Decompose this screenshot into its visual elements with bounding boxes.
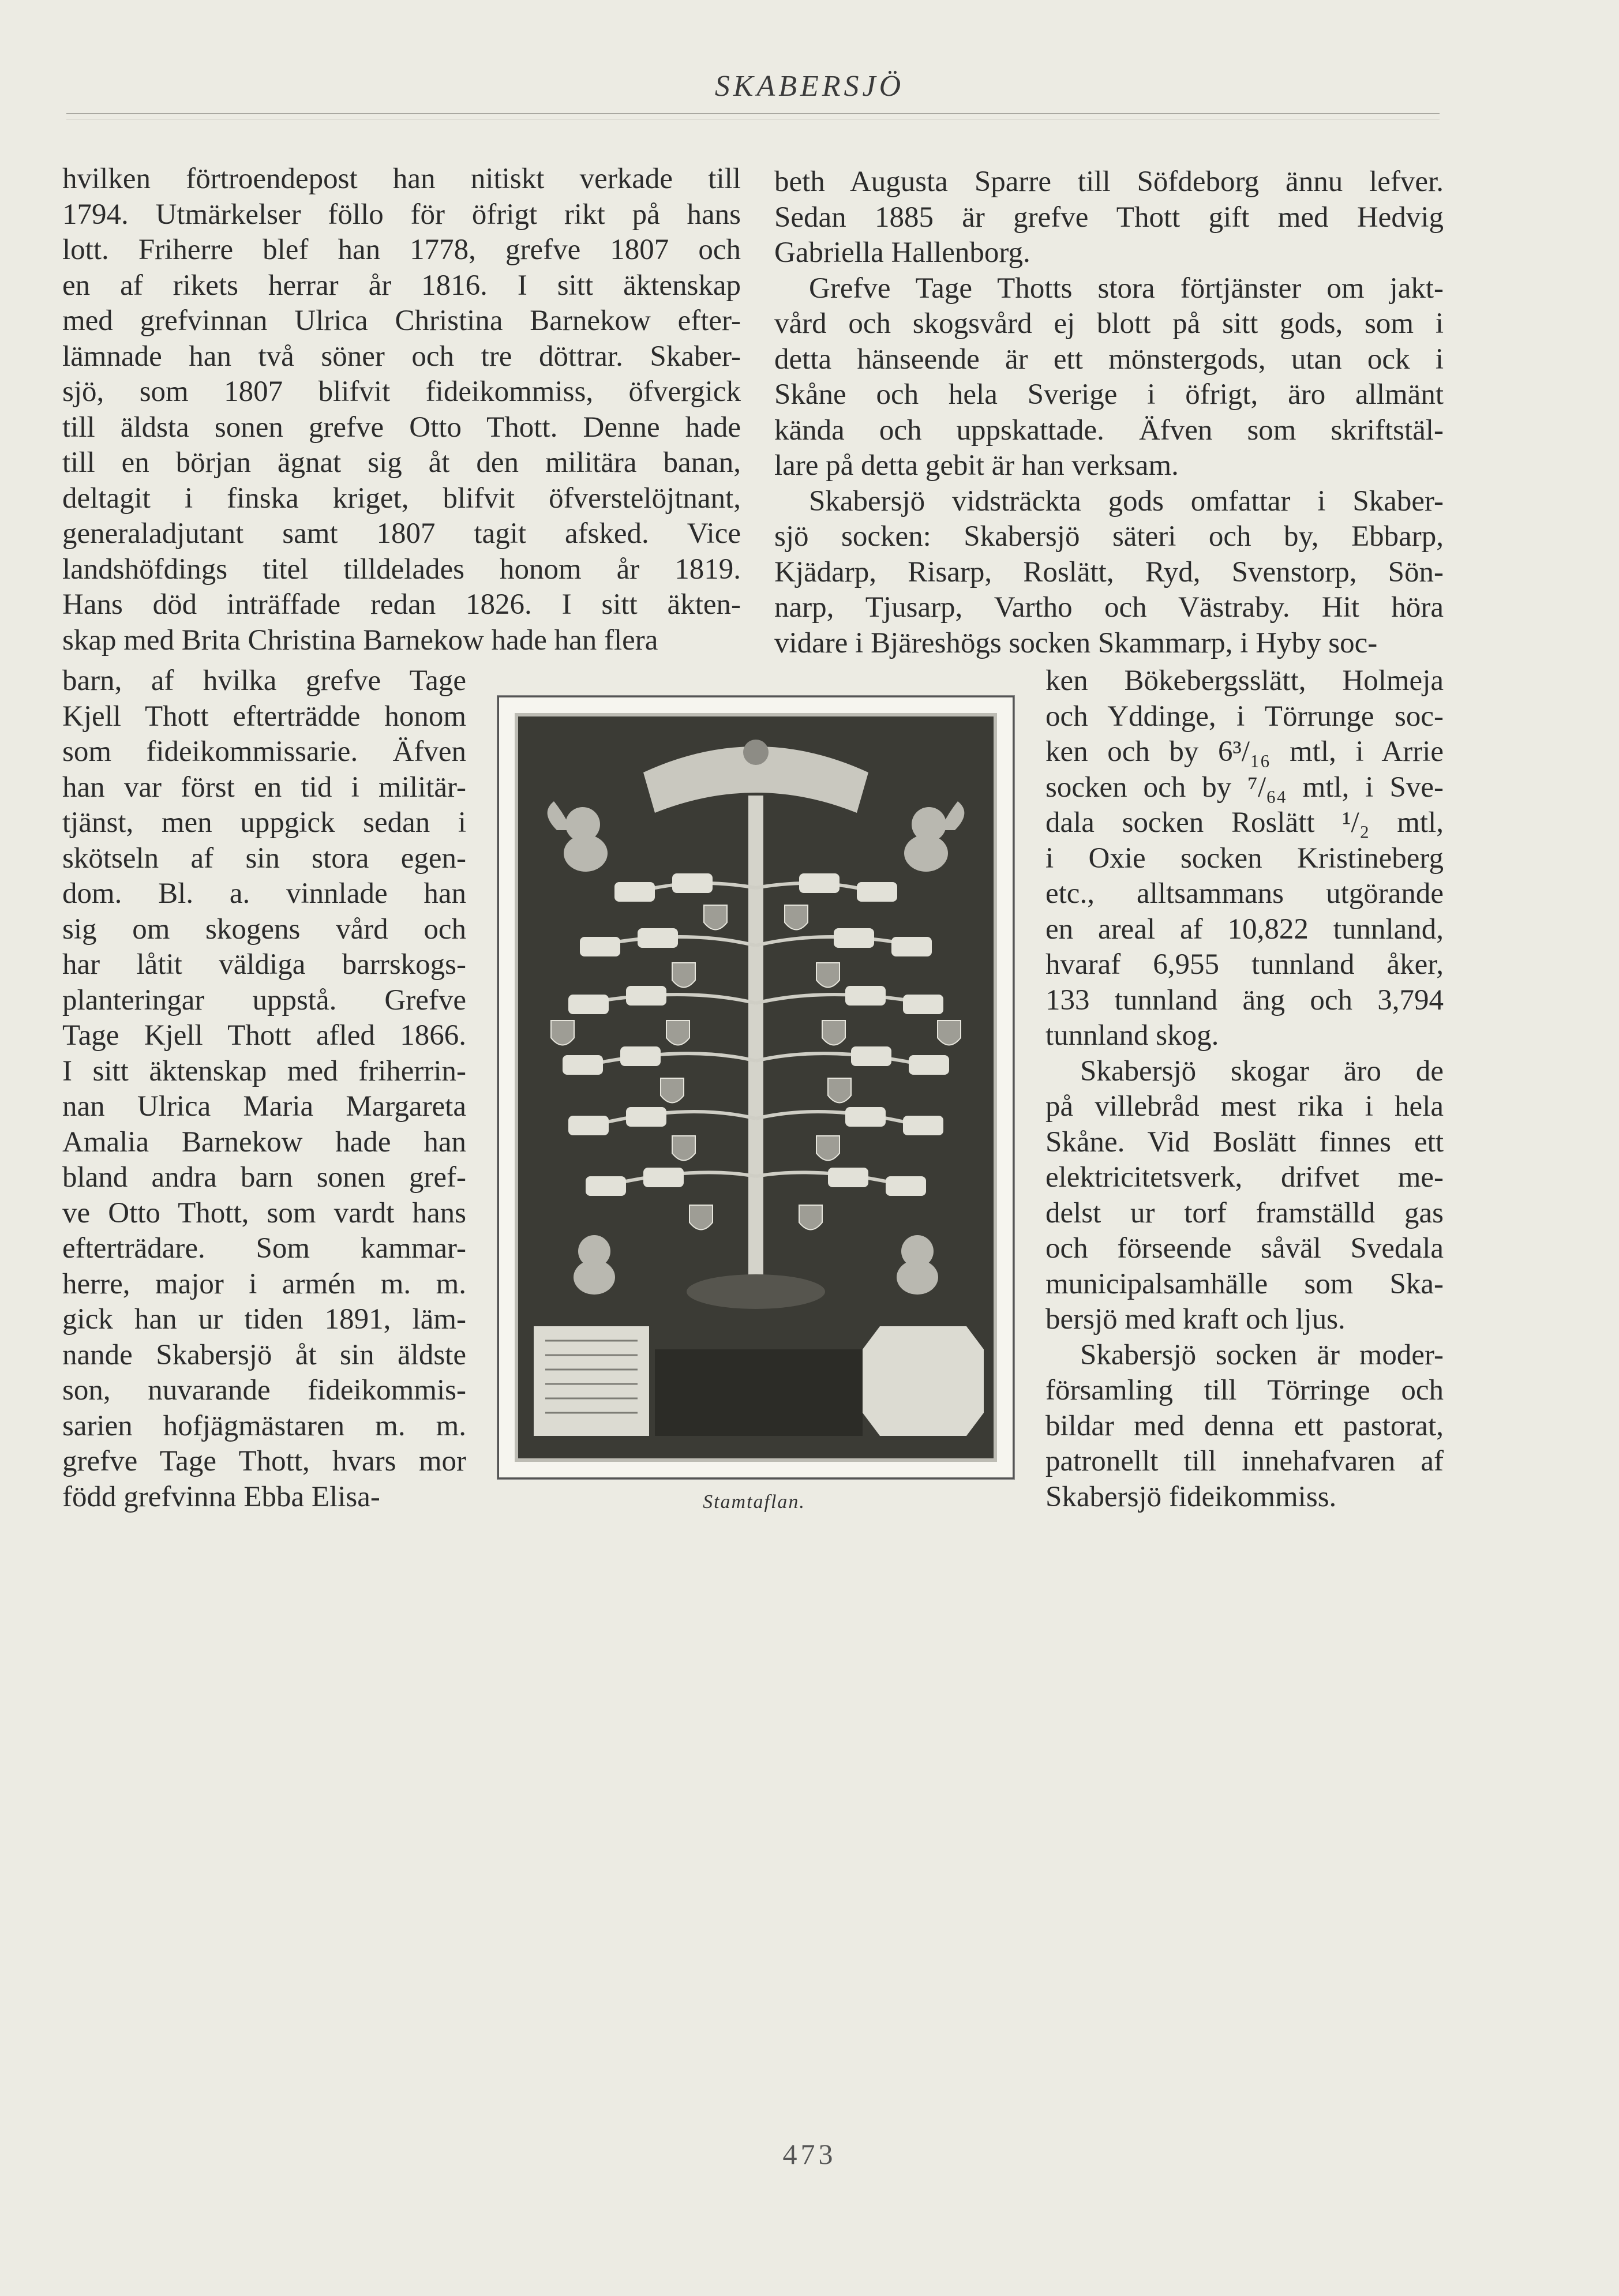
text-line: dala socken Roslätt ¹/₂ mtl,: [1045, 806, 1444, 839]
right-narrow-column-text: [1045, 663, 1444, 1515]
text-line: sjö socken: Skabersjö säteri och by, Ebbarp,: [774, 520, 1444, 553]
text-line: bersjö med kraft och ljus.: [1045, 1303, 1346, 1335]
text-line: ken Bökebergsslätt, Holmeja: [1045, 665, 1444, 697]
text-line: nan Ulrica Maria Margareta: [62, 1090, 466, 1123]
text-line: 1794. Utmärkelser föllo för öfrigt rikt på hans: [62, 198, 741, 231]
text-line: sjö, som 1807 blifvit fideikommiss, öfvergick: [62, 376, 741, 408]
text-line: skap med Brita Christina Barnekow hade han flera: [62, 624, 658, 656]
text-line: till äldsta sonen grefve Otto Thott. Denne hade: [62, 411, 741, 444]
text-line: som fideikommissarie. Äfven: [62, 736, 466, 768]
figure-caption: Stamtaflan.: [703, 1491, 805, 1513]
text-line: barn, af hvilka grefve Tage: [62, 665, 466, 697]
text-line: detta hänseende är ett mönstergods, utan ock i: [774, 343, 1444, 376]
text-line: dom. Bl. a. vinnlade han: [62, 877, 466, 910]
text-line: han var först en tid i militär-: [62, 771, 466, 804]
text-line: Kjädarp, Risarp, Roslätt, Ryd, Svenstorp, Sön-: [774, 556, 1444, 588]
text-line: ken och by 6³/₁₆ mtl, i Arrie: [1045, 736, 1444, 768]
text-line: son, nuvarande fideikommis-: [62, 1374, 466, 1406]
text-line: på villebråd mest rika i hela: [1045, 1090, 1444, 1123]
text-line: generaladjutant samt 1807 tagit afsked. Vice: [62, 517, 741, 550]
text-line: patronellt till innehafvaren af: [1045, 1445, 1444, 1477]
text-line: nande Skabersjö åt sin äldste: [62, 1338, 466, 1371]
text-line: deltagit i finska kriget, blifvit öfverstelöjtnant,: [62, 482, 741, 515]
text-line: Sedan 1885 är grefve Thott gift med Hedvig: [774, 201, 1444, 234]
family-tree-painting: [499, 697, 1013, 1477]
text-line: och Yddinge, i Törrunge soc-: [1045, 700, 1444, 733]
text-line: tjänst, men uppgick sedan i: [62, 806, 466, 839]
text-line: vård och skogsvård ej blott på sitt gods, som i: [774, 307, 1444, 340]
text-line: församling till Törringe och: [1045, 1374, 1444, 1406]
text-line: lämnade han två söner och tre döttrar. Skaber-: [62, 340, 741, 373]
text-line: Skåne och hela Sverige i öfrigt, äro allmänt: [774, 378, 1444, 411]
text-line: lott. Friherre blef han 1778, grefve 1807 och: [62, 234, 741, 266]
text-line: lare på detta gebit är han verksam.: [774, 449, 1179, 482]
text-line: Hans död inträffade redan 1826. I sitt äkten-: [62, 588, 741, 621]
text-line: en af rikets herrar år 1816. I sitt äktenskap: [62, 269, 741, 302]
reclining-figure: [687, 1274, 825, 1309]
text-line: grefve Tage Thott, hvars mor: [62, 1445, 466, 1477]
text-line: Skåne. Vid Boslätt finnes ett: [1045, 1126, 1444, 1158]
text-line: socken och by ⁷/₆₄ mtl, i Sve-: [1045, 771, 1444, 804]
text-line: Kjell Thott efterträdde honom: [62, 700, 466, 733]
crest: [743, 740, 769, 765]
text-line: hvaraf 6,955 tunnland åker,: [1045, 948, 1444, 981]
running-title: SKABERSJÖ: [714, 70, 905, 103]
text-line: I sitt äktenskap med friherrin-: [62, 1055, 466, 1087]
text-line: elektricitetsverk, drifvet me-: [1045, 1161, 1444, 1194]
inscription-plaque-left: [534, 1326, 649, 1436]
text-line: har låtit väldiga barrskogs-: [62, 948, 466, 981]
text-line: född grefvinna Ebba Elisa-: [62, 1480, 380, 1513]
text-line: och förseende såväl Svedala: [1045, 1232, 1444, 1265]
text-line: beth Augusta Sparre till Söfdeborg ännu lefver.: [774, 166, 1444, 198]
left-narrow-column-text: [62, 663, 466, 1515]
text-line: delst ur torf framställd gas: [1045, 1196, 1444, 1229]
text-line: sarien hofjägmästaren m. m.: [62, 1409, 466, 1442]
text-line: Gabriella Hallenborg.: [774, 237, 1030, 269]
page-number: 473: [782, 2138, 837, 2170]
text-line: Tage Kjell Thott afled 1866.: [62, 1019, 466, 1052]
text-line: 133 tunnland äng och 3,794: [1045, 984, 1444, 1016]
left-column-text: [62, 162, 741, 658]
header-rule: [66, 113, 1440, 114]
base-panel: [655, 1349, 863, 1436]
text-line: Skabersjö fideikommiss.: [1045, 1480, 1337, 1513]
text-line: etc., alltsammans utgörande: [1045, 877, 1444, 910]
text-line: efterträdare. Som kammar-: [62, 1232, 466, 1265]
text-line: bildar med denna ett pastorat,: [1045, 1409, 1444, 1442]
right-column-text: [774, 164, 1444, 661]
text-line: skötseln af sin stora egen-: [62, 842, 466, 875]
text-line: tunnland skog.: [1045, 1019, 1219, 1052]
text-line: Grefve Tage Thotts stora förtjänster om jakt-: [809, 272, 1444, 305]
text-line: bland andra barn sonen gref-: [62, 1161, 466, 1194]
tree-trunk: [748, 796, 763, 1292]
text-line: Amalia Barnekow hade han: [62, 1126, 466, 1158]
text-line: i Oxie socken Kristineberg: [1045, 842, 1444, 875]
family-tree-illustration: [497, 696, 1014, 1479]
text-line: till en början ägnat sig åt den militära banan,: [62, 447, 741, 479]
text-line: municipalsamhälle som Ska-: [1045, 1267, 1444, 1300]
text-line: herre, major i armén m. m.: [62, 1267, 466, 1300]
text-line: Skabersjö skogar äro de: [1080, 1055, 1444, 1087]
text-line: med grefvinnan Ulrica Christina Barnekow efter-: [62, 305, 741, 337]
text-line: planteringar uppstå. Grefve: [62, 984, 466, 1016]
text-line: ve Otto Thott, som vardt hans: [62, 1196, 466, 1229]
text-line: sig om skogens vård och: [62, 913, 466, 946]
inscription-plaque-right: [863, 1326, 984, 1436]
text-line: vidare i Bjäreshögs socken Skammarp, i Hyby soc-: [774, 626, 1378, 659]
text-line: kända och uppskattade. Äfven som skriftstäl-: [774, 414, 1444, 447]
text-line: Skabersjö vidsträckta gods omfattar i Skaber-: [809, 485, 1444, 517]
text-line: landshöfdings titel tilldelades honom år 1819.: [62, 553, 741, 586]
text-line: narp, Tjusarp, Vartho och Västraby. Hit höra: [774, 591, 1444, 624]
text-line: Skabersjö socken är moder-: [1080, 1338, 1444, 1371]
text-line: gick han ur tiden 1891, läm-: [62, 1303, 466, 1335]
text-line: hvilken förtroendepost han nitiskt verkade till: [62, 163, 741, 195]
text-line: en areal af 10,822 tunnland,: [1045, 913, 1444, 946]
